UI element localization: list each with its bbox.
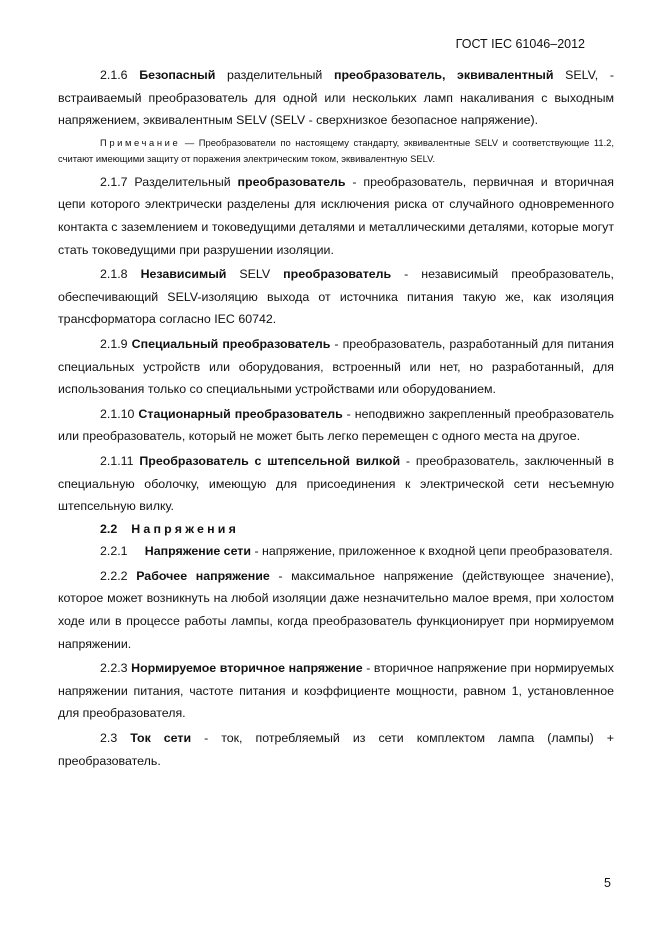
document-header: ГОСТ IEC 61046–2012: [455, 37, 585, 51]
term: Нормируемое вторичное напряжение: [131, 661, 363, 676]
term: Рабочее напряжение: [136, 568, 270, 583]
text: разделительный: [215, 68, 334, 82]
section-number: 2.2: [100, 521, 118, 536]
note-label: Примечание: [100, 136, 181, 148]
page-number: 5: [604, 876, 611, 890]
clause-2-1-8: [58, 263, 614, 331]
document-body: [58, 64, 614, 772]
clause-2-1-11: [58, 450, 614, 518]
text: - вторичное напряжение при нормируемых напряжении питания, частоте питания и коэффициенте мощности, равном 1, установленное для преобразователя.: [58, 661, 614, 721]
term: преобразователь: [237, 174, 346, 189]
text: SELV, - встраиваемый преобразователь для одной или нескольких ламп накаливания с выходным напряжением, эквивалентным SELV (SELV - сверхнизкое безопасное напряжение).: [58, 68, 614, 128]
section-title: Напряжения: [131, 521, 240, 536]
clause-number: 2.1.9: [100, 336, 128, 351]
text: - максимальное напряжение (действующее значение), которое может возникнуть на любой изоляции даже незначительно малое время, при холостом ходе или в процессе работы лампы, когда преобразователь функционирует при нормируемом напряжении.: [58, 568, 614, 651]
clause-number: 2.1.7: [100, 174, 128, 189]
text: - преобразователь, первичная и вторичная цепи которого электрически разделены для исключения риска от случайного одновременного контакта с заземлением и токоведущими деталями и металлическими деталями, которые могут стать токоведущими при разрушении изоляции.: [58, 174, 614, 257]
clause-number: 2.3: [100, 731, 118, 746]
clause-number: 2.2.1: [100, 544, 128, 559]
text: SELV: [226, 267, 284, 282]
note: [58, 135, 614, 167]
clause-number: 2.2.3: [100, 661, 128, 676]
text: - неподвижно закрепленный преобразователь или преобразователь, который не может быть легко перемещен с одного места на другое.: [58, 406, 614, 444]
text: - преобразователь, заключенный в специальную оболочку, имеющую для присоединения к электрической сети несъемную штепсельную вилку.: [58, 453, 615, 514]
term: Безопасный: [139, 68, 216, 82]
term: преобразователь: [283, 267, 392, 282]
section-2-2-heading: [58, 518, 614, 541]
term: Специальный преобразователь: [131, 336, 331, 351]
term: Преобразователь с штепсельной вилкой: [139, 453, 401, 468]
clause-2-1-9: [58, 333, 614, 401]
clause-2-1-7: [58, 171, 614, 261]
clause-2-1-10: [58, 403, 614, 448]
text: - напряжение, приложенное к входной цепи преобразователя.: [251, 544, 613, 559]
note-text: — Преобразователи по настоящему стандарту, эквивалентные SELV и соответствующие 11.2, считают имеющими защиту от поражения электрическим током, эквивалентную SELV.: [58, 136, 614, 164]
text: Разделительный: [127, 174, 238, 189]
text: - преобразователь, разработанный для питания специальных устройств или оборудования, встроенный или нет, но разработанный, для использования только со специальными устройствами или оборудованием.: [58, 336, 615, 397]
clause-2-2-3: [58, 657, 614, 725]
text: - независимый преобразователь, обеспечивающий SELV-изоляцию выхода от источника питания такую же, как изоляция трансформатора согласно IEC 60742.: [58, 267, 615, 327]
clause-number: 2.1.11: [100, 453, 134, 468]
term: Независимый: [140, 267, 227, 282]
term: Напряжение сети: [144, 544, 251, 559]
clause-number: 2.1.6: [100, 68, 128, 82]
term: Стационарный преобразователь: [138, 406, 343, 421]
clause-2-3: [58, 727, 614, 772]
clause-number: 2.2.2: [100, 568, 128, 583]
text: - ток, потребляемый из сети комплектом лампа (лампы) + преобразователь.: [58, 731, 614, 768]
term: преобразователь, эквивалентный: [333, 68, 554, 82]
clause-2-2-2: [58, 565, 614, 655]
clause-number: 2.1.8: [100, 267, 128, 282]
clause-2-1-6: [58, 64, 614, 132]
clause-number: 2.1.10: [100, 406, 135, 421]
term: Ток сети: [130, 731, 192, 746]
clause-2-2-1: [58, 540, 614, 563]
